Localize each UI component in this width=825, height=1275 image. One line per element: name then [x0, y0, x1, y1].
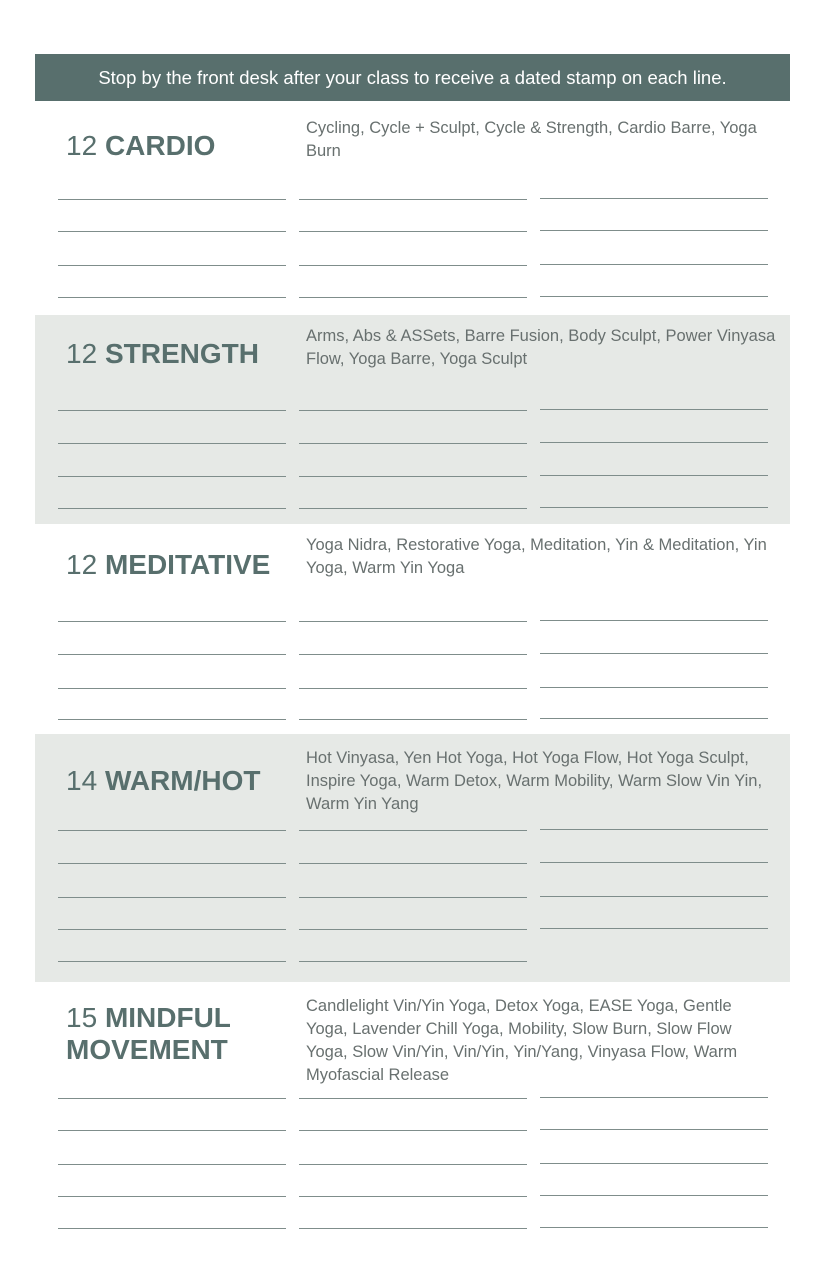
- section-mindful-movement: [35, 982, 790, 1252]
- stamp-line: [540, 1227, 768, 1228]
- class-list: Hot Vinyasa, Yen Hot Yoga, Hot Yoga Flow, Hot Yoga Sculpt, Inspire Yoga, Warm Detox, Warm Mobility, Warm Slow Vin Yin, Warm Yin Yang: [306, 749, 763, 813]
- class-list: Arms, Abs & ASSets, Barre Fusion, Body Sculpt, Power Vinyasa Flow, Yoga Barre, Yoga Sculpt: [306, 327, 776, 368]
- section-cardio: [35, 101, 790, 315]
- class-count: 12: [66, 130, 98, 161]
- stamp-line: [58, 1130, 286, 1131]
- stamp-line: [540, 653, 768, 654]
- class-count: 12: [66, 549, 98, 580]
- stamp-line: [58, 863, 286, 864]
- stamp-line: [58, 476, 286, 477]
- stamp-line: [540, 620, 768, 621]
- stamp-line: [299, 897, 527, 898]
- stamp-line: [299, 1130, 527, 1131]
- stamp-line: [299, 476, 527, 477]
- stamp-line: [299, 1164, 527, 1165]
- stamp-line: [540, 687, 768, 688]
- stamp-line: [540, 198, 768, 199]
- stamp-line: [540, 230, 768, 231]
- stamp-line: [299, 961, 527, 962]
- class-list: Candlelight Vin/Yin Yoga, Detox Yoga, EASE Yoga, Gentle Yoga, Lavender Chill Yoga, Mobility, Slow Burn, Slow Flow Yoga, Slow Vin/Yin, Vin/Yin, Yin/Yang, Vinyasa Flow, Warm Myofascial Release: [306, 997, 738, 1084]
- instruction-banner: Stop by the front desk after your class to receive a dated stamp on each line.: [35, 54, 790, 101]
- stamp-line: [299, 1196, 527, 1197]
- stamp-line: [540, 896, 768, 897]
- stamp-line: [58, 621, 286, 622]
- stamp-line: [58, 265, 286, 266]
- stamp-line: [58, 961, 286, 962]
- stamp-line: [299, 929, 527, 930]
- stamp-line: [58, 830, 286, 831]
- stamp-line: [58, 1098, 286, 1099]
- stamp-line: [299, 863, 527, 864]
- stamp-line: [58, 897, 286, 898]
- stamp-line: [540, 928, 768, 929]
- class-count: 12: [66, 338, 98, 369]
- class-list: Cycling, Cycle + Sculpt, Cycle & Strength, Cardio Barre, Yoga Burn: [306, 119, 757, 160]
- stamp-line: [299, 199, 527, 200]
- stamp-line: [540, 296, 768, 297]
- class-list: Yoga Nidra, Restorative Yoga, Meditation, Yin & Meditation, Yin Yoga, Warm Yin Yoga: [306, 536, 767, 577]
- stamp-line: [58, 1164, 286, 1165]
- stamp-line: [58, 929, 286, 930]
- stamp-line: [540, 442, 768, 443]
- stamp-line: [58, 1196, 286, 1197]
- stamp-line: [540, 862, 768, 863]
- stamp-line: [58, 508, 286, 509]
- category-name: CARDIO: [104, 130, 216, 161]
- category-name: STRENGTH: [104, 338, 259, 369]
- stamp-line: [299, 410, 527, 411]
- stamp-line: [540, 264, 768, 265]
- section-title: [66, 549, 270, 581]
- stamp-line: [299, 508, 527, 509]
- stamp-line: [540, 1129, 768, 1130]
- section-warm-hot: [35, 734, 790, 982]
- stamp-line: [58, 688, 286, 689]
- stamp-line: [299, 443, 527, 444]
- section-title: [66, 338, 259, 370]
- stamp-line: [58, 410, 286, 411]
- stamp-line: [58, 231, 286, 232]
- category-name: MINDFUL: [104, 1002, 231, 1033]
- section-title: [66, 765, 260, 797]
- category-name-continued: MOVEMENT: [66, 1034, 228, 1065]
- section-meditative: [35, 524, 790, 734]
- stamp-line: [299, 231, 527, 232]
- class-count: 15: [66, 1002, 98, 1033]
- stamp-line: [299, 719, 527, 720]
- stamp-line: [540, 718, 768, 719]
- category-name: WARM/HOT: [104, 765, 261, 796]
- category-name: MEDITATIVE: [104, 549, 271, 580]
- stamp-line: [540, 1195, 768, 1196]
- stamp-line: [299, 265, 527, 266]
- stamp-line: [299, 297, 527, 298]
- stamp-line: [540, 475, 768, 476]
- class-count: 14: [66, 765, 98, 796]
- stamp-line: [540, 409, 768, 410]
- section-title: [66, 130, 215, 162]
- section-title: [66, 1002, 231, 1066]
- stamp-line: [540, 829, 768, 830]
- stamp-line: [299, 1228, 527, 1229]
- stamp-line: [299, 1098, 527, 1099]
- section-strength: [35, 315, 790, 524]
- stamp-line: [58, 297, 286, 298]
- stamp-line: [299, 830, 527, 831]
- stamp-line: [540, 507, 768, 508]
- stamp-line: [58, 1228, 286, 1229]
- stamp-line: [58, 443, 286, 444]
- stamp-line: [540, 1163, 768, 1164]
- stamp-line: [58, 719, 286, 720]
- stamp-line: [299, 621, 527, 622]
- stamp-line: [299, 688, 527, 689]
- stamp-line: [58, 654, 286, 655]
- stamp-line: [540, 1097, 768, 1098]
- stamp-line: [58, 199, 286, 200]
- stamp-line: [299, 654, 527, 655]
